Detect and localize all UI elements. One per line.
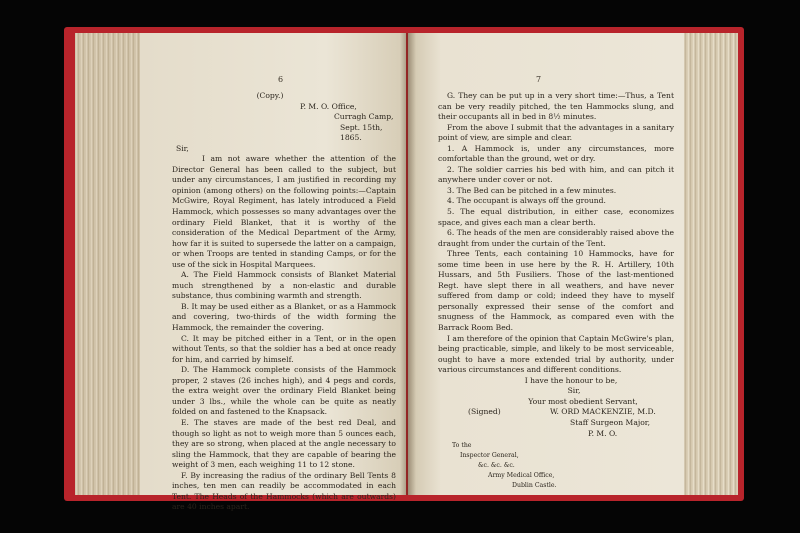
paragraph: E. The staves are made of the best red Deal, and though so light as not to weigh more than 5 ounces each, they are so strong, when placed at the angle necessary to sling the Hammock, that they are capable of bearing the weight of 3 men, each weighing 11 to 12 stone. bbox=[172, 417, 396, 470]
addressee-line: Inspector General, bbox=[460, 452, 519, 460]
paragraph: 3. The Bed can be pitched in a few minutes. bbox=[447, 185, 617, 195]
page-number-right: 7 bbox=[536, 75, 542, 84]
paragraph: I am therefore of the opinion that Captain McGwire's plan, being practicable, simple, and likely to be most serviceable, ought to have a more extended trial by authority, under various circumstances and different conditions. bbox=[438, 333, 674, 375]
paragraph: C. It may be pitched either in a Tent, or in the open without Tents, so that the soldier has a bed at once ready for him, and carried by himself. bbox=[172, 333, 396, 364]
addressee-line: To the bbox=[452, 442, 472, 450]
paragraph: I am not aware whether the attention of the Director General has been called to the subject, but under any circumstances, I am justified in recording my opinion (among others) on the following points:—Captain McGwire, Royal Regiment, has lately introduced a Field Hammock, which possesses so many advantages over the ordinary Field Blanket, that it is worthy of the consideration of the Medical Department of the Army, how far it is suited to supersede the latter on a campaign, or when Troops are tented in standing Camps, or for the use of the sick in Hospital Marquees. bbox=[172, 154, 396, 269]
signer-name: W. ORD MACKENZIE, M.D. bbox=[550, 407, 656, 417]
paragraph: 4. The occupant is always off the ground. bbox=[447, 196, 606, 206]
paragraph: 2. The soldier carries his bed with him, and can pitch it anywhere under cover or not. bbox=[438, 164, 674, 185]
left-page-edges bbox=[75, 33, 143, 495]
copy-label: (Copy.) bbox=[256, 91, 284, 100]
paragraph: 5. The equal distribution, in either case, economizes space, and gives each man a clear berth. bbox=[438, 207, 674, 227]
page-number-left: 6 bbox=[278, 75, 284, 84]
left-page bbox=[140, 33, 406, 512]
paragraph: 1. A Hammock is, under any circumstances, more comfortable than the ground, wet or dry. bbox=[438, 143, 674, 164]
right-page bbox=[408, 33, 684, 495]
addressee-line: Dublin Castle. bbox=[512, 482, 557, 490]
book-gutter bbox=[400, 33, 416, 495]
closing-line: Your most obedient Servant, bbox=[528, 396, 638, 406]
place-line: Curragh Camp, bbox=[334, 112, 394, 122]
addressee-line: &c. &c. &c. bbox=[478, 462, 515, 470]
closing-line: Sir, bbox=[567, 386, 581, 396]
paragraph: A. The Field Hammock consists of Blanket Material much strengthened by a non-elastic and durable substance, thus combining warmth and strength. bbox=[172, 270, 396, 301]
paragraph: B. It may be used either as a Blanket, or as a Hammock and covering, two-thirds of the width forming the Hammock, the remainder the covering. bbox=[172, 301, 396, 333]
signer-rank: Staff Surgeon Major, bbox=[570, 417, 650, 427]
paragraph: F. By increasing the radius of the ordinary Bell Tents 8 inches, ten men can readily be accommodated in each Tent. The Heads of the Hammocks (which are outwards) are 40 inches apart. bbox=[172, 470, 396, 512]
paragraph: 6. The heads of the men are considerably raised above the draught from under the curtain of the Tent. bbox=[438, 228, 674, 248]
date-line: Sept. 15th, 1865. bbox=[340, 122, 383, 143]
letter-body-right bbox=[438, 91, 674, 491]
paragraph: D. The Hammock complete consists of the Hammock proper, 2 staves (26 inches high), and 4 pegs and cords, the extra weight over the ordinary Field Blanket being under 3 lbs., while the whole can be quite as neatly folded on and fastened to the Knapsack. bbox=[172, 365, 396, 417]
office-line: P. M. O. Office, bbox=[300, 101, 357, 111]
right-page-edges bbox=[682, 33, 738, 495]
signature-line bbox=[438, 407, 674, 418]
salutation: Sir, bbox=[176, 143, 189, 153]
addressee-block bbox=[438, 441, 674, 491]
paragraph: From the above I submit that the advantages in a sanitary point of view, are simple and clear. bbox=[438, 122, 674, 143]
paragraph: G. They can be put up in a very short time:—Thus, a Tent can be very readily pitched, the ten Hammocks slung, and their occupants all in bed in 8½ minutes. bbox=[438, 91, 674, 122]
signer-office: P. M. O. bbox=[588, 428, 618, 438]
addressee-line: Army Medical Office, bbox=[488, 472, 555, 480]
letter-body-left bbox=[172, 91, 396, 513]
closing-line: I have the honour to be, bbox=[524, 375, 618, 385]
signed-label: (Signed) bbox=[468, 407, 501, 417]
paragraph: Three Tents, each containing 10 Hammocks, have for some time been in use here by the R. H. Artillery, 10th Hussars, and 5th Fusiliers. Those of the last-mentioned Regt. have slept there in all weathers, and have never suffered from damp or cold; indeed they have to myself personally expressed their sense of the comfort and snugness of the Hammock, as compared even with the Barrack Room Bed. bbox=[438, 249, 674, 333]
